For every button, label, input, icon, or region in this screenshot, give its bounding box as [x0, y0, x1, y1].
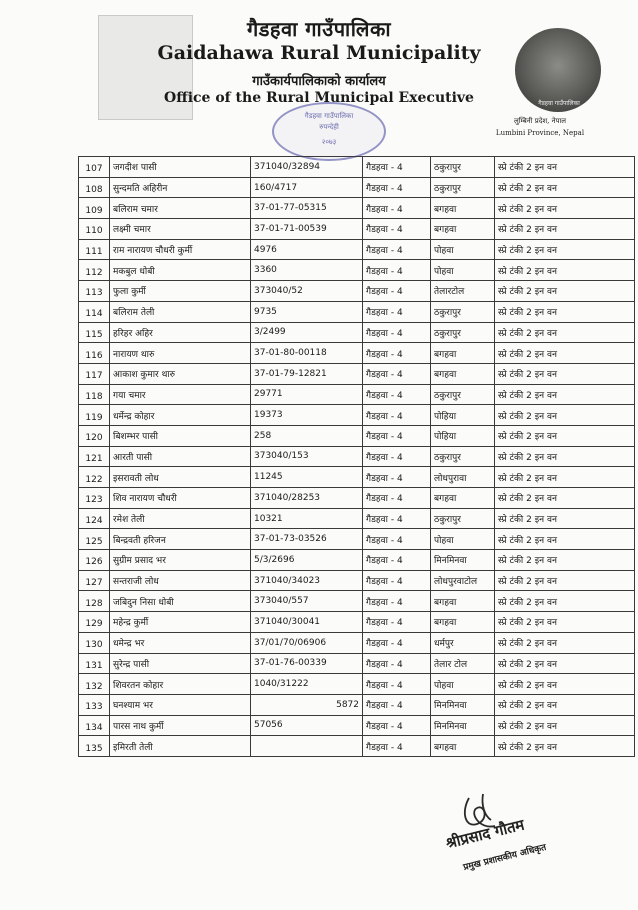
ward-cell: गैडहवा - 4 — [363, 322, 431, 343]
item-cell: स्प्रे टंकी 2 इन वन — [495, 632, 635, 653]
table-row — [79, 550, 635, 571]
name-cell: महेन्द्र कुर्मी — [110, 612, 251, 633]
ward-cell: गैडहवा - 4 — [363, 674, 431, 695]
item-cell: स्प्रे टंकी 2 इन वन — [495, 260, 635, 281]
signatory-title: प्रमुख प्रशासकीय अधिकृत — [462, 842, 548, 874]
ward-cell: गैडहवा - 4 — [363, 694, 431, 715]
place-cell: पोहवा — [431, 260, 495, 281]
item-cell: स्प्रे टंकी 2 इन वन — [495, 550, 635, 571]
place-cell: मिनमिनवा — [431, 550, 495, 571]
place-cell: पोहिया — [431, 405, 495, 426]
name-cell: हरिहर अहिर — [110, 322, 251, 343]
ward-cell: गैडहवा - 4 — [363, 405, 431, 426]
registration-number-cell: 373040/557 — [251, 591, 363, 612]
place-cell: लोधपुरावा — [431, 467, 495, 488]
name-cell: घनश्याम भर — [110, 694, 251, 715]
table-row — [79, 715, 635, 736]
name-cell: धमेन्द्र भर — [110, 632, 251, 653]
name-cell: शिव नारायण चौधरी — [110, 488, 251, 509]
name-cell: इमिरती तेली — [110, 736, 251, 757]
serial-number-cell: 115 — [79, 322, 110, 343]
stamp-text: रुपन्देही — [319, 123, 339, 131]
place-cell: बगहवा — [431, 591, 495, 612]
name-cell: जबिदुन निसा धोबी — [110, 591, 251, 612]
registration-number-cell: 19373 — [251, 405, 363, 426]
serial-number-cell: 119 — [79, 405, 110, 426]
place-cell: पोहवा — [431, 674, 495, 695]
registration-number-cell: 37-01-73-03526 — [251, 529, 363, 550]
table-row — [79, 177, 635, 198]
table-row — [79, 653, 635, 674]
table-row — [79, 363, 635, 384]
serial-number-cell: 117 — [79, 363, 110, 384]
table-row — [79, 301, 635, 322]
place-cell: लोधपुरवाटोल — [431, 570, 495, 591]
serial-number-cell: 122 — [79, 467, 110, 488]
item-cell: स्प्रे टंकी 2 इन वन — [495, 384, 635, 405]
table-row — [79, 694, 635, 715]
table-row — [79, 446, 635, 467]
ward-cell: गैडहवा - 4 — [363, 736, 431, 757]
place-cell: बगहवा — [431, 736, 495, 757]
name-cell: बिन्द्रवती हरिजन — [110, 529, 251, 550]
name-cell: आकाश कुमार थारु — [110, 363, 251, 384]
serial-number-cell: 131 — [79, 653, 110, 674]
item-cell: स्प्रे टंकी 2 इन वन — [495, 467, 635, 488]
registration-number-cell: 373040/153 — [251, 446, 363, 467]
name-cell: बलिराम चमार — [110, 198, 251, 219]
place-cell: ठकुरापुर — [431, 384, 495, 405]
table-row — [79, 591, 635, 612]
table-row — [79, 467, 635, 488]
place-cell: पोहवा — [431, 529, 495, 550]
registration-number-cell — [251, 736, 363, 757]
municipality-emblem-text: गैडहवा गाउँपालिका — [538, 100, 580, 107]
registration-number-cell: 37-01-79-12821 — [251, 363, 363, 384]
table-row — [79, 508, 635, 529]
item-cell: स्प्रे टंकी 2 इन वन — [495, 198, 635, 219]
item-cell: स्प्रे टंकी 2 इन वन — [495, 363, 635, 384]
place-cell: ठकुरापुर — [431, 322, 495, 343]
place-cell: ठकुरापुर — [431, 446, 495, 467]
table-row — [79, 219, 635, 240]
province-english: Lumbini Province, Nepal — [495, 129, 585, 137]
registration-number-cell: 373040/52 — [251, 281, 363, 302]
registration-number-cell: 57056 — [251, 715, 363, 736]
serial-number-cell: 118 — [79, 384, 110, 405]
registration-number-cell: 371040/34023 — [251, 570, 363, 591]
registration-number-cell: 371040/28253 — [251, 488, 363, 509]
ward-cell: गैडहवा - 4 — [363, 632, 431, 653]
name-cell: नारायण थारु — [110, 343, 251, 364]
place-cell: बगहवा — [431, 488, 495, 509]
name-cell: जगदीश पासी — [110, 157, 251, 178]
registration-number-cell: 258 — [251, 425, 363, 446]
table-row — [79, 239, 635, 260]
item-cell: स्प्रे टंकी 2 इन वन — [495, 157, 635, 178]
ward-cell: गैडहवा - 4 — [363, 591, 431, 612]
place-cell: बगहवा — [431, 363, 495, 384]
place-cell: ठकुरापुर — [431, 157, 495, 178]
table-row — [79, 384, 635, 405]
registration-number-cell: 4976 — [251, 239, 363, 260]
serial-number-cell: 134 — [79, 715, 110, 736]
table-row — [79, 322, 635, 343]
registration-number-cell: 5/3/2696 — [251, 550, 363, 571]
item-cell: स्प्रे टंकी 2 इन वन — [495, 446, 635, 467]
place-cell: मिनमिनवा — [431, 694, 495, 715]
serial-number-cell: 114 — [79, 301, 110, 322]
ward-cell: गैडहवा - 4 — [363, 343, 431, 364]
ward-cell: गैडहवा - 4 — [363, 198, 431, 219]
serial-number-cell: 129 — [79, 612, 110, 633]
ward-cell: गैडहवा - 4 — [363, 219, 431, 240]
item-cell: स्प्रे टंकी 2 इन वन — [495, 508, 635, 529]
ward-cell: गैडहवा - 4 — [363, 612, 431, 633]
registration-number-cell: 1040/31222 — [251, 674, 363, 695]
item-cell: स्प्रे टंकी 2 इन वन — [495, 570, 635, 591]
ward-cell: गैडहवा - 4 — [363, 570, 431, 591]
serial-number-cell: 135 — [79, 736, 110, 757]
name-cell: लक्ष्मी चमार — [110, 219, 251, 240]
ward-cell: गैडहवा - 4 — [363, 550, 431, 571]
table-row — [79, 425, 635, 446]
table-row — [79, 736, 635, 757]
ward-cell: गैडहवा - 4 — [363, 384, 431, 405]
signatory-name: श्रीप्रसाद गौतम — [444, 815, 527, 853]
ward-cell: गैडहवा - 4 — [363, 446, 431, 467]
place-cell: पोहिया — [431, 425, 495, 446]
place-cell: ठकुरापुर — [431, 177, 495, 198]
registration-number-cell: 37-01-76-00339 — [251, 653, 363, 674]
item-cell: स्प्रे टंकी 2 इन वन — [495, 674, 635, 695]
name-cell: सुन्दमति अहिरीन — [110, 177, 251, 198]
table-row — [79, 281, 635, 302]
name-cell: सुग्रीम प्रसाद भर — [110, 550, 251, 571]
serial-number-cell: 123 — [79, 488, 110, 509]
ward-cell: गैडहवा - 4 — [363, 653, 431, 674]
ward-cell: गैडहवा - 4 — [363, 715, 431, 736]
registration-number-cell: 371040/30041 — [251, 612, 363, 633]
name-cell: सुरेन्द्र पासी — [110, 653, 251, 674]
item-cell: स्प्रे टंकी 2 इन वन — [495, 529, 635, 550]
table-row — [79, 529, 635, 550]
office-nepali: गाउँकार्यपालिकाको कार्यालय — [252, 74, 386, 89]
office-stamp — [272, 102, 386, 161]
ward-cell: गैडहवा - 4 — [363, 281, 431, 302]
item-cell: स्प्रे टंकी 2 इन वन — [495, 219, 635, 240]
item-cell: स्प्रे टंकी 2 इन वन — [495, 322, 635, 343]
name-cell: बलिराम तेली — [110, 301, 251, 322]
serial-number-cell: 107 — [79, 157, 110, 178]
table-row — [79, 198, 635, 219]
name-cell: बिशम्भर पासी — [110, 425, 251, 446]
place-cell: धर्मपुर — [431, 632, 495, 653]
serial-number-cell: 109 — [79, 198, 110, 219]
place-cell: बगहवा — [431, 612, 495, 633]
item-cell: स्प्रे टंकी 2 इन वन — [495, 405, 635, 426]
item-cell: स्प्रे टंकी 2 इन वन — [495, 281, 635, 302]
registration-number-cell: 37/01/70/06906 — [251, 632, 363, 653]
beneficiary-table — [78, 156, 635, 757]
serial-number-cell: 125 — [79, 529, 110, 550]
name-cell: धर्मेन्द्र कोहार — [110, 405, 251, 426]
serial-number-cell: 126 — [79, 550, 110, 571]
ward-cell: गैडहवा - 4 — [363, 529, 431, 550]
place-cell: तेलारटोल — [431, 281, 495, 302]
registration-number-cell: 11245 — [251, 467, 363, 488]
title-nepali: गैडहवा गाउँपालिका — [246, 17, 392, 41]
serial-number-cell: 111 — [79, 239, 110, 260]
place-cell: मिनमिनवा — [431, 715, 495, 736]
item-cell: स्प्रे टंकी 2 इन वन — [495, 177, 635, 198]
serial-number-cell: 132 — [79, 674, 110, 695]
serial-number-cell: 112 — [79, 260, 110, 281]
place-cell: तेलार टोल — [431, 653, 495, 674]
name-cell: इसरावती लोध — [110, 467, 251, 488]
ward-cell: गैडहवा - 4 — [363, 177, 431, 198]
name-cell: गया चमार — [110, 384, 251, 405]
registration-number-cell: 10321 — [251, 508, 363, 529]
table-row — [79, 260, 635, 281]
item-cell: स्प्रे टंकी 2 इन वन — [495, 736, 635, 757]
ward-cell: गैडहवा - 4 — [363, 157, 431, 178]
place-cell: बगहवा — [431, 219, 495, 240]
title-english: Gaidahawa Rural Municipality — [157, 42, 481, 64]
item-cell: स्प्रे टंकी 2 इन वन — [495, 653, 635, 674]
ward-cell: गैडहवा - 4 — [363, 301, 431, 322]
ward-cell: गैडहवा - 4 — [363, 467, 431, 488]
registration-number-cell: 3/2499 — [251, 322, 363, 343]
item-cell: स्प्रे टंकी 2 इन वन — [495, 591, 635, 612]
ward-cell: गैडहवा - 4 — [363, 508, 431, 529]
item-cell: स्प्रे टंकी 2 इन वन — [495, 343, 635, 364]
table-row — [79, 405, 635, 426]
serial-number-cell: 121 — [79, 446, 110, 467]
registration-number-cell: 5872 — [251, 694, 363, 715]
ward-cell: गैडहवा - 4 — [363, 363, 431, 384]
registration-number-cell: 160/4717 — [251, 177, 363, 198]
name-cell: रमेश तेली — [110, 508, 251, 529]
table-row — [79, 570, 635, 591]
table-row — [79, 612, 635, 633]
registration-number-cell: 9735 — [251, 301, 363, 322]
name-cell: शिवरतन कोहार — [110, 674, 251, 695]
name-cell: मकबुल धोबी — [110, 260, 251, 281]
table-row — [79, 674, 635, 695]
place-cell: बगहवा — [431, 198, 495, 219]
serial-number-cell: 113 — [79, 281, 110, 302]
serial-number-cell: 130 — [79, 632, 110, 653]
place-cell: ठकुरापुर — [431, 508, 495, 529]
item-cell: स्प्रे टंकी 2 इन वन — [495, 425, 635, 446]
item-cell: स्प्रे टंकी 2 इन वन — [495, 715, 635, 736]
item-cell: स्प्रे टंकी 2 इन वन — [495, 612, 635, 633]
registration-number-cell: 29771 — [251, 384, 363, 405]
stamp-text: २०७३ — [321, 138, 337, 146]
serial-number-cell: 108 — [79, 177, 110, 198]
serial-number-cell: 133 — [79, 694, 110, 715]
item-cell: स्प्रे टंकी 2 इन वन — [495, 694, 635, 715]
serial-number-cell: 116 — [79, 343, 110, 364]
table-row — [79, 632, 635, 653]
place-cell: ठकुरापुर — [431, 301, 495, 322]
registration-number-cell: 371040/32894 — [251, 157, 363, 178]
place-cell: बगहवा — [431, 343, 495, 364]
ward-cell: गैडहवा - 4 — [363, 425, 431, 446]
ward-cell: गैडहवा - 4 — [363, 488, 431, 509]
serial-number-cell: 124 — [79, 508, 110, 529]
serial-number-cell: 128 — [79, 591, 110, 612]
name-cell: पारस नाथ कुर्मी — [110, 715, 251, 736]
ward-cell: गैडहवा - 4 — [363, 239, 431, 260]
table-row — [79, 488, 635, 509]
place-cell: पोहवा — [431, 239, 495, 260]
serial-number-cell: 110 — [79, 219, 110, 240]
name-cell: फुला कुर्मी — [110, 281, 251, 302]
registration-number-cell: 37-01-80-00118 — [251, 343, 363, 364]
item-cell: स्प्रे टंकी 2 इन वन — [495, 301, 635, 322]
name-cell: राम नारायण चौधरी कुर्मी — [110, 239, 251, 260]
item-cell: स्प्रे टंकी 2 इन वन — [495, 239, 635, 260]
item-cell: स्प्रे टंकी 2 इन वन — [495, 488, 635, 509]
registration-number-cell: 3360 — [251, 260, 363, 281]
ward-cell: गैडहवा - 4 — [363, 260, 431, 281]
registration-number-cell: 37-01-71-00539 — [251, 219, 363, 240]
registration-number-cell: 37-01-77-05315 — [251, 198, 363, 219]
table-row — [79, 343, 635, 364]
stamp-text: गैडहवा गाउँपालिका — [304, 112, 354, 120]
province-nepali: लुम्बिनी प्रदेश, नेपाल — [513, 117, 567, 125]
name-cell: आरती पासी — [110, 446, 251, 467]
table-row — [79, 157, 635, 178]
serial-number-cell: 127 — [79, 570, 110, 591]
office-english: Office of the Rural Municipal Executive — [164, 90, 474, 106]
name-cell: सन्तराजी लोध — [110, 570, 251, 591]
serial-number-cell: 120 — [79, 425, 110, 446]
